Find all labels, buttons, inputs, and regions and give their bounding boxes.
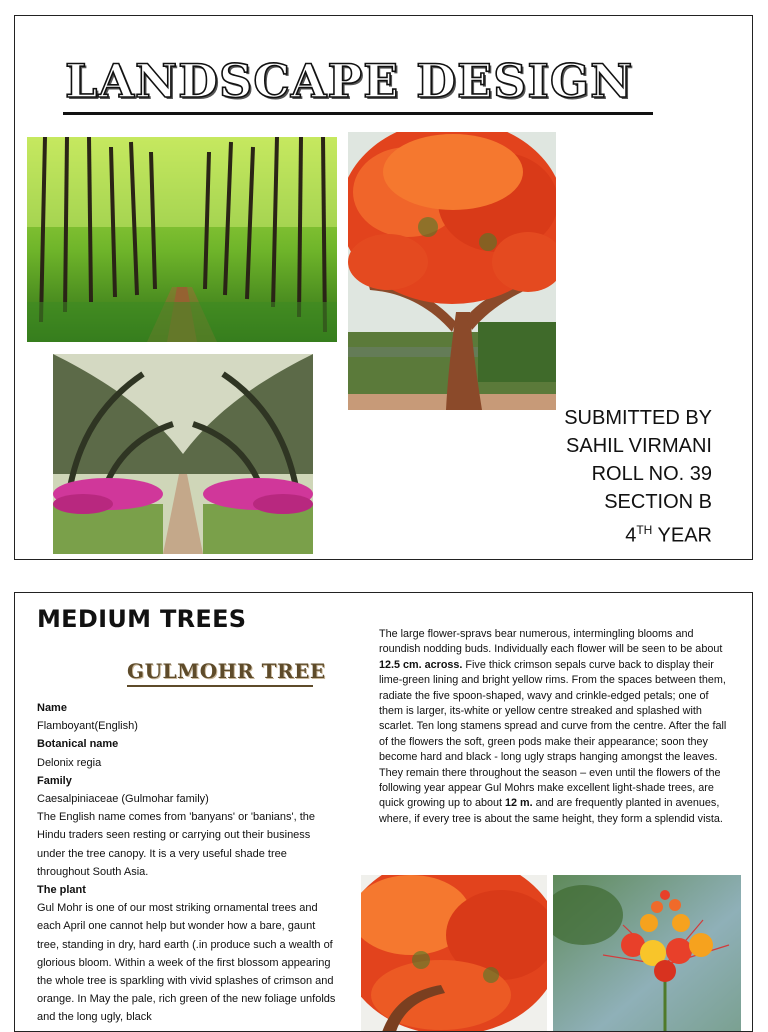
description-part-3: and are frequently planted in avenues, where, if every tree is about the same height, they form a splendid vista.	[379, 797, 723, 825]
family-label: Family	[37, 774, 72, 787]
tree-height-bold: 12 m.	[505, 797, 533, 810]
plant-paragraph: Gul Mohr is one of our most striking ornamental trees and each April one cannot help but wonder how a bare, gaunt tree, standing in dry, hard earth (.in produce such a wealth of glorious bloom. Within a week of the first blossom appearing the whole tree is sparkling with vivid splashes of crimson and orange. In May the pale, rich green of the new foliage unfolds and the long ugly, black	[37, 902, 336, 1024]
student-name: SAHIL VIRMANI	[566, 435, 712, 457]
year	[564, 516, 712, 550]
name-label: Name	[37, 702, 67, 714]
medium-trees-slide	[14, 592, 753, 1032]
tree-subheading: GULMOHR TREE	[127, 659, 326, 683]
flowering-oak-lane-photo	[53, 354, 313, 554]
description-part-1: The large flower-spravs bear numerous, intermingling blooms and roundish nodding buds. Individually each flower will be seen to be about	[379, 628, 723, 656]
submitted-by-block	[564, 404, 712, 550]
botanical-label: Botanical name	[37, 738, 119, 751]
flower-description-column	[379, 627, 731, 827]
plant-label: The plant	[37, 884, 86, 897]
title-underline	[63, 112, 653, 115]
intro-paragraph: The English name comes from 'banyans' or 'banians', the Hindu traders seen resting or carrying out their business under the tree canopy. It is a very useful shade tree throughout South Asia.	[37, 811, 316, 878]
subheading-underline	[127, 685, 313, 687]
tree-details-column	[37, 699, 337, 1027]
year-number: 4	[625, 524, 637, 547]
year-superscript: TH	[636, 523, 653, 537]
submitted-by-label: SUBMITTED BY	[564, 407, 712, 429]
gulmohr-flower-closeup-photo	[553, 875, 741, 1032]
page-title: LANDSCAPE DESIGN	[65, 54, 634, 108]
botanical-value: Delonix regia	[37, 756, 102, 769]
gulmohr-tree-photo	[348, 132, 556, 410]
gulmohr-canopy-photo	[361, 875, 547, 1032]
forest-avenue-photo	[27, 137, 337, 342]
section: SECTION B	[604, 491, 712, 513]
year-word: YEAR	[652, 524, 712, 547]
description-part-2: Five thick crimson sepals curve back to display their lime-green lining and bright yellow rims. From the spaces between them, radiate the five spoon-shaped, wavy and crinkle-edged petals; one of them is larger, its-white or yellow centre streaked and splashed with scarlet. Ten long stamens spread and curve from the centre. After the fall of the flowers the soft, green pods make their appearance; soon they become hard and black - long ugly straps hanging amongst the leaves. They remain there throughout the season – even until the flowers of the following year appear Gul Mohrs make excellent light-shade trees, are quick growing up to about	[379, 658, 727, 810]
roll-number: ROLL NO. 39	[591, 463, 712, 485]
family-value: Caesalpiniaceae (Gulmohar family)	[37, 793, 209, 806]
flower-size-bold: 12.5 cm. across.	[379, 658, 463, 671]
cover-slide	[14, 15, 753, 560]
name-value: Flamboyant(English)	[37, 720, 138, 733]
section-heading: MEDIUM TREES	[37, 605, 247, 633]
